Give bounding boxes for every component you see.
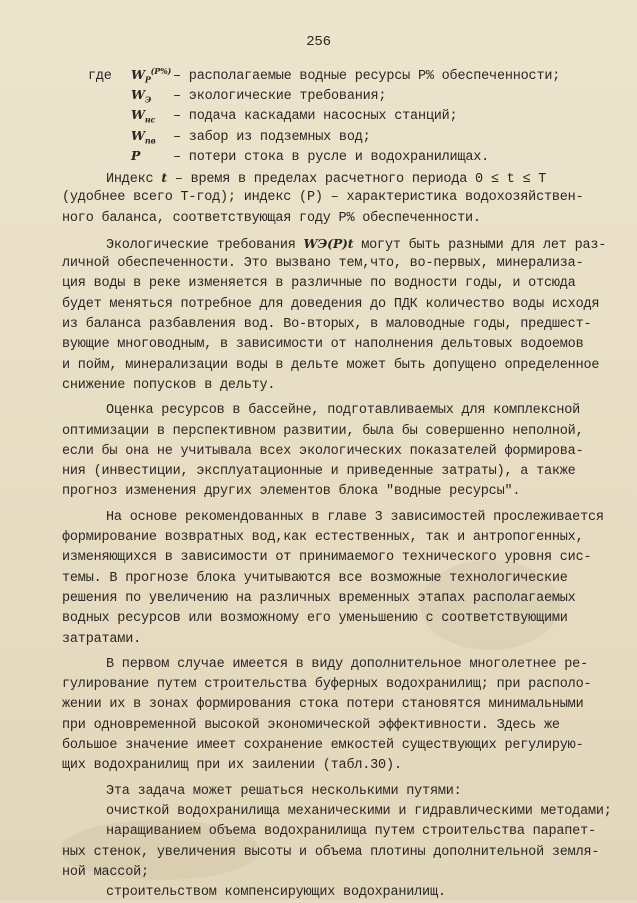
- text-line: если бы она не учитывала всех экологических показателей формирова-: [62, 443, 584, 459]
- definition-row: [88, 128, 608, 149]
- definition-row: [88, 87, 608, 108]
- text-line: очисткой водохранилища механическими и гидравлическими методами;: [106, 803, 612, 819]
- text-line: Оценка ресурсов в бассейне, подготавливаемых для комплексной: [106, 403, 581, 419]
- text-line: жении их в зонах формирования стока потери становятся минимальными: [62, 697, 584, 713]
- definition-row: [88, 148, 608, 169]
- definition-text: – забор из подземных вод;: [173, 129, 371, 145]
- text-line: большое значение имеет сохранение емкостей существующих регулирую-: [62, 738, 584, 754]
- text-line: и пойм, минерализации воды в дельте может быть допущено определенное: [62, 357, 600, 373]
- definition-text: – подача каскадами насосных станций;: [173, 109, 458, 124]
- text-line: гулирование путем строительства буферных водохранилищ; при располо-: [62, 677, 592, 693]
- text-line: ция воды в реке изменяется в различные по водности годы, и отсюда: [62, 276, 576, 292]
- definition-symbol: P: [131, 148, 141, 163]
- inline-symbol: WЭ(P)t: [303, 235, 354, 251]
- text-line: будет меняться потребное для доведения до ПДК количество воды исходя: [62, 296, 600, 312]
- text-line: снижение попусков в дельту.: [62, 377, 276, 393]
- symbol-definitions: [88, 66, 608, 169]
- definition-text: – располагаемые водные ресурсы Р% обеспеченности;: [173, 69, 561, 85]
- definition-row: [88, 107, 608, 128]
- text-line: ных стенок, увеличения высоты и объема плотины дополнительной земля-: [62, 844, 600, 860]
- definition-symbol: $W_{пв}$: [131, 127, 156, 145]
- definition-text: – экологические требования;: [173, 88, 387, 104]
- text-line: водных ресурсов или возможному его уменьшению с соответствующими: [62, 611, 568, 627]
- text-line: затратами.: [62, 631, 142, 647]
- text-line: щих водохранилищ при их заилении (табл.30).: [62, 758, 402, 774]
- definition-lead: где: [88, 69, 112, 85]
- text-line: прогноз изменения других элементов блока "водные ресурсы".: [62, 484, 521, 500]
- text-line: Эта задача может решаться несколькими путями:: [106, 783, 462, 799]
- text-line: оптимизации в перспективном развитии, была бы совершенно неполной,: [62, 423, 584, 439]
- definition-symbol: $W_{нс}$: [131, 107, 156, 125]
- text-line: строительством компенсирующих водохранилищ.: [106, 885, 446, 901]
- symbol-subscript: пв: [144, 135, 156, 145]
- page-number: 256: [306, 34, 331, 50]
- text-line: из баланса разбавления вод. Во-вторых, в маловодные годы, предшест-: [62, 317, 592, 333]
- symbol-subscript: Э: [144, 94, 152, 104]
- text-line: (удобнее всего Т-год); индекс (Р) – характеристика водохозяйствен-: [62, 190, 584, 206]
- text-line: Индекс t – время в пределах расчетного периода 0 ≤ t ≤ T: [106, 170, 547, 187]
- symbol-subscript: нс: [144, 114, 156, 125]
- definition-row: [88, 66, 608, 87]
- text-line: ной массой;: [62, 864, 149, 880]
- definition-text: – потери стока в русле и водохранилищах.: [173, 150, 490, 165]
- text-line: На основе рекомендованных в главе 3 зависимостей прослеживается: [106, 509, 604, 525]
- text-line: наращиванием объема водохранилища путем строительства парапет-: [106, 824, 596, 840]
- text-line: В первом случае имеется в виду дополнительное многолетнее ре-: [106, 656, 588, 672]
- definition-symbol: $W_P^{(P\%)}$: [131, 66, 172, 85]
- text-line: ного баланса, соответствующая году Р% обеспеченности.: [62, 210, 481, 226]
- text-line: при одновременной высокой экономической эффективности. Здесь же: [62, 717, 560, 733]
- text-line: Экологические требования WЭ(P)t могут быть разными для лет раз-: [106, 235, 607, 253]
- symbol-superscript: (P%): [150, 66, 172, 76]
- symbol-subscript: P: [144, 74, 151, 85]
- text-line: ния (инвестиции, эксплуатационные и приведенные затраты), а также: [62, 464, 576, 480]
- definition-symbol: $W_Э$: [131, 86, 152, 104]
- inline-symbol: t: [161, 170, 167, 185]
- text-line: решения по увеличению на различных временных этапах располагаемых: [62, 590, 576, 606]
- text-line: личной обеспеченности. Это вызвано тем,что, во-первых, минерализа-: [62, 256, 584, 272]
- text-line: темы. В прогнозе блока учитываются все возможные технологические: [62, 570, 568, 586]
- text-line: формирование возвратных вод,как естественных, так и антропогенных,: [62, 530, 584, 546]
- text-line: вующие многоводным, в зависимости от наполнения дельтовых водоемов: [62, 337, 584, 353]
- text-line: изменяющихся в зависимости от принимаемого технического уровня сис-: [62, 550, 592, 566]
- body-text: [62, 168, 617, 903]
